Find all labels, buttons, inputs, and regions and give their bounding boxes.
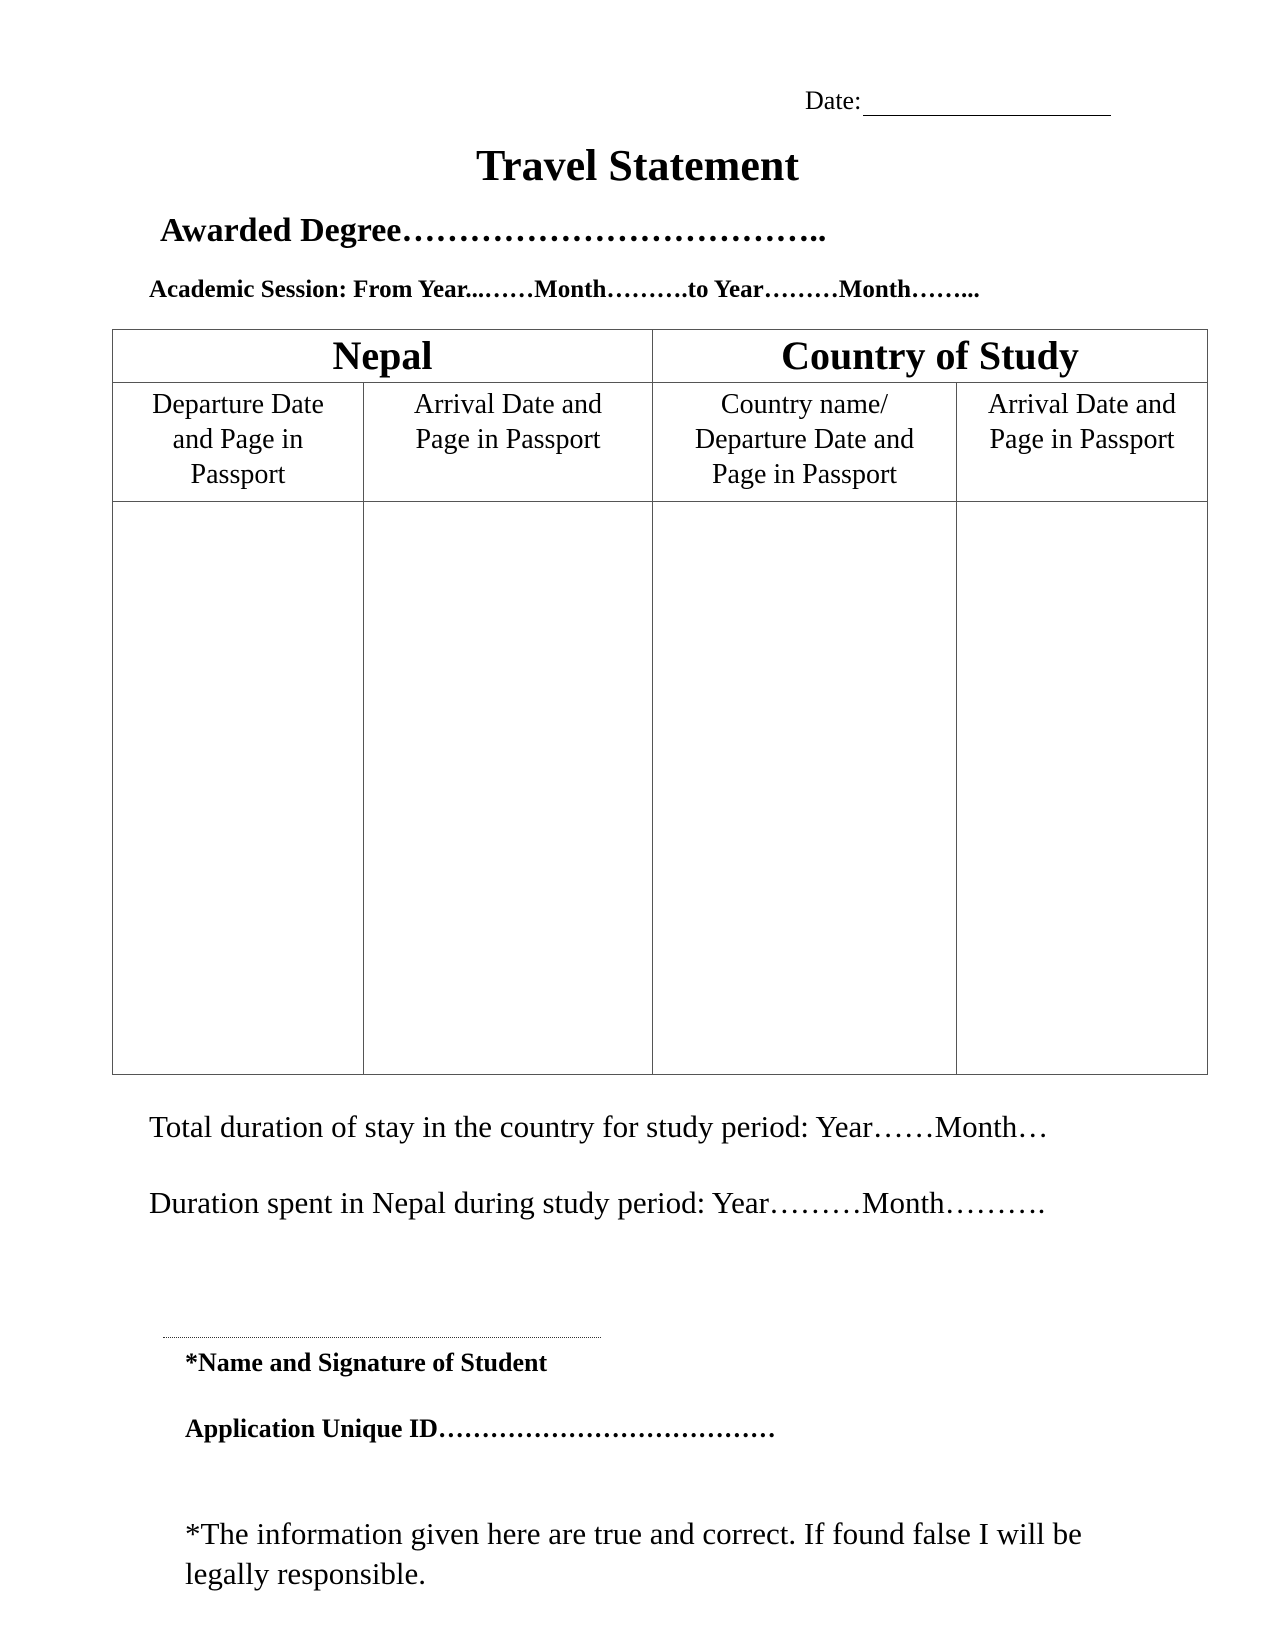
column-header-study-departure [653,383,957,502]
column-header-row [113,383,1208,502]
awarded-degree-field: Awarded Degree……………………………….. [160,212,827,249]
nepal-duration-field: Duration spent in Nepal during study period: Year………Month………. [149,1185,1046,1220]
column-header-line: Page in Passport [711,459,898,490]
date-field [805,86,1111,116]
signature-label: *Name and Signature of Student [185,1348,548,1377]
page-title: Travel Statement [476,141,799,190]
column-header-line: Departure Date [152,389,324,420]
column-header-line: Departure Date and [694,424,915,455]
column-header-line: Country name/ [720,389,889,420]
declaration-text: *The information given here are true and correct. If found false I will be legally responsible. [185,1516,1082,1591]
table-body-row [113,502,1208,1075]
application-id-field: Application Unique ID………………………………… [185,1414,776,1443]
entry-cell-nepal-arrival[interactable] [364,502,653,1075]
column-header-nepal-arrival [364,383,653,502]
column-header-line: and Page in [172,424,304,455]
entry-cell-nepal-departure[interactable] [113,502,364,1075]
column-header-nepal-departure [113,383,364,502]
column-header-line: Arrival Date and [413,389,603,420]
group-header-row [113,330,1208,383]
travel-table [112,329,1208,1075]
column-header-line: Page in Passport [415,424,601,455]
total-duration-field: Total duration of stay in the country for study period: Year……Month… [149,1109,1049,1144]
column-header-study-arrival [957,383,1208,502]
entry-cell-study-departure[interactable] [653,502,957,1075]
group-header-nepal: Nepal [113,330,653,383]
entry-cell-study-arrival[interactable] [957,502,1208,1075]
signature-line[interactable] [163,1337,601,1338]
date-blank-line[interactable] [863,87,1111,116]
academic-session-field: Academic Session: From Year...……Month……….to Year………Month……... [149,276,980,303]
column-header-line: Page in Passport [989,424,1175,455]
date-label: Date: [805,86,862,115]
column-header-line: Passport [190,459,286,490]
column-header-line: Arrival Date and [987,389,1177,420]
group-header-country-of-study: Country of Study [653,330,1208,383]
